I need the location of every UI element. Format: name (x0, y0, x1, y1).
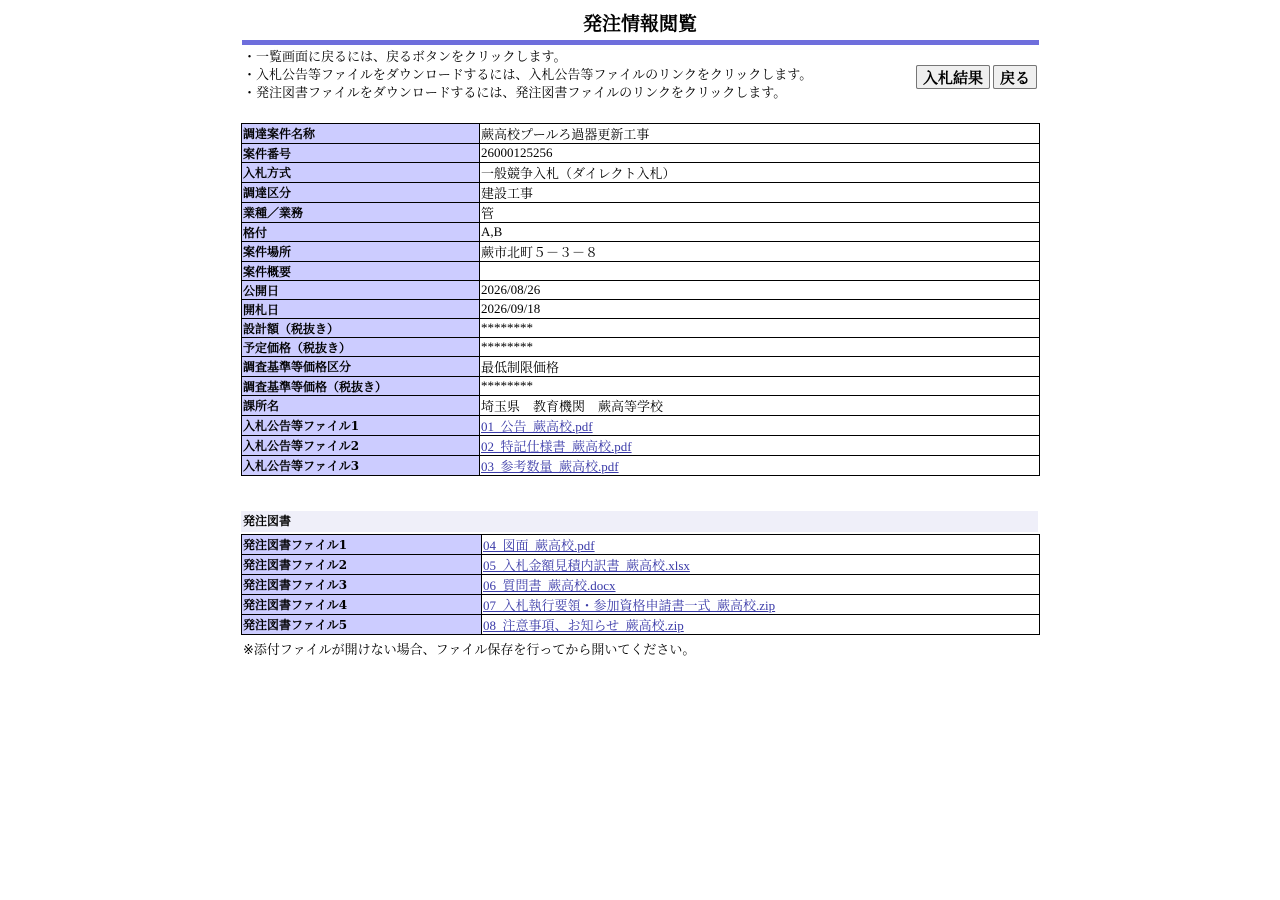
row-value: 26000125256 (480, 144, 1040, 163)
row-label: 格付 (242, 223, 480, 242)
row-label: 調査基準等価格（税抜き） (242, 377, 480, 396)
table-row (242, 377, 1040, 396)
row-value (482, 595, 1040, 615)
row-label: 調達区分 (242, 183, 480, 203)
row-value (482, 535, 1040, 555)
action-buttons (916, 65, 1037, 89)
row-value (482, 615, 1040, 635)
table-row (242, 144, 1040, 163)
back-button[interactable]: 戻る (993, 65, 1037, 89)
instruction-line: ・発注図書ファイルをダウンロードするには、発注図書ファイルのリンクをクリックします。 (243, 86, 787, 101)
table-row (242, 223, 1040, 242)
row-label: 発注図書ファイル5 (242, 615, 482, 635)
row-value (482, 555, 1040, 575)
row-value: ******** (480, 377, 1040, 396)
order-doc-link-3[interactable]: 06_質問書_蕨高校.docx (483, 578, 616, 593)
row-label: 入札公告等ファイル2 (242, 436, 480, 456)
order-doc-link-5[interactable]: 08_注意事項、お知らせ_蕨高校.zip (483, 618, 684, 633)
table-row (242, 262, 1040, 281)
row-value: 2026/08/26 (480, 281, 1040, 300)
table-row (242, 456, 1040, 476)
row-label: 案件場所 (242, 242, 480, 262)
row-value: 最低制限価格 (480, 357, 1040, 377)
order-doc-link-1[interactable]: 04_図面_蕨高校.pdf (483, 538, 595, 553)
row-label: 案件番号 (242, 144, 480, 163)
detail-table (241, 123, 1040, 476)
row-value (480, 436, 1040, 456)
table-row (242, 183, 1040, 203)
row-label: 公開日 (242, 281, 480, 300)
table-row (242, 300, 1040, 319)
instruction-line: ・入札公告等ファイルをダウンロードするには、入札公告等ファイルのリンクをクリックします。 (243, 68, 813, 83)
table-row (242, 595, 1040, 615)
announce-file-link-3[interactable]: 03_参考数量_蕨高校.pdf (481, 459, 619, 474)
info-area (241, 45, 1039, 123)
order-doc-link-4[interactable]: 07_入札執行要領・参加資格申請書一式_蕨高校.zip (483, 598, 776, 613)
row-label: 入札公告等ファイル1 (242, 416, 480, 436)
row-label: 発注図書ファイル4 (242, 595, 482, 615)
order-docs-table (241, 534, 1040, 635)
table-row (242, 535, 1040, 555)
announce-file-link-1[interactable]: 01_公告_蕨高校.pdf (481, 419, 593, 434)
row-value: 蕨市北町５－３－８ (480, 242, 1040, 262)
row-label: 調達案件名称 (242, 124, 480, 144)
row-value: 管 (480, 203, 1040, 223)
table-row (242, 281, 1040, 300)
table-row (242, 242, 1040, 262)
row-value (482, 575, 1040, 595)
row-value: 2026/09/18 (480, 300, 1040, 319)
table-row (242, 396, 1040, 416)
row-label: 予定価格（税抜き） (242, 338, 480, 357)
table-row (242, 555, 1040, 575)
page-title: 発注情報閲覧 (582, 13, 697, 35)
table-row (242, 357, 1040, 377)
table-row (242, 416, 1040, 436)
row-value: 建設工事 (480, 183, 1040, 203)
row-label: 発注図書ファイル2 (242, 555, 482, 575)
order-doc-link-2[interactable]: 05_入札金額見積内訳書_蕨高校.xlsx (483, 558, 690, 573)
table-row (242, 436, 1040, 456)
row-value: A,B (480, 223, 1040, 242)
row-value (480, 456, 1040, 476)
row-value: ******** (480, 319, 1040, 338)
row-value (480, 262, 1040, 281)
announce-file-link-2[interactable]: 02_特記仕様書_蕨高校.pdf (481, 439, 632, 454)
table-row (242, 163, 1040, 183)
bid-result-button[interactable]: 入札結果 (916, 65, 990, 89)
attachment-footnote: ※添付ファイルが開けない場合、ファイル保存を行ってから開いてください。 (243, 643, 696, 658)
table-row (242, 124, 1040, 144)
row-value: ******** (480, 338, 1040, 357)
page-container (241, 0, 1039, 658)
row-label: 発注図書ファイル3 (242, 575, 482, 595)
row-label: 業種／業務 (242, 203, 480, 223)
row-value: 蕨高校プールろ過器更新工事 (480, 124, 1040, 144)
table-row (242, 319, 1040, 338)
row-value (480, 416, 1040, 436)
row-label: 入札公告等ファイル3 (242, 456, 480, 476)
row-value: 埼玉県 教育機関 蕨高等学校 (480, 396, 1040, 416)
row-value: 一般競争入札（ダイレクト入札） (480, 163, 1040, 183)
instructions (243, 49, 812, 103)
row-label: 入札方式 (242, 163, 480, 183)
table-row (242, 203, 1040, 223)
row-label: 課所名 (242, 396, 480, 416)
instruction-line: ・一覧画面に戻るには、戻るボタンをクリックします。 (243, 50, 567, 65)
row-label: 設計額（税抜き） (242, 319, 480, 338)
table-row (242, 338, 1040, 357)
order-docs-heading: 発注図書 (241, 511, 1038, 532)
row-label: 開札日 (242, 300, 480, 319)
row-label: 調査基準等価格区分 (242, 357, 480, 377)
table-row (242, 575, 1040, 595)
row-label: 案件概要 (242, 262, 480, 281)
table-row (242, 615, 1040, 635)
row-label: 発注図書ファイル1 (242, 535, 482, 555)
